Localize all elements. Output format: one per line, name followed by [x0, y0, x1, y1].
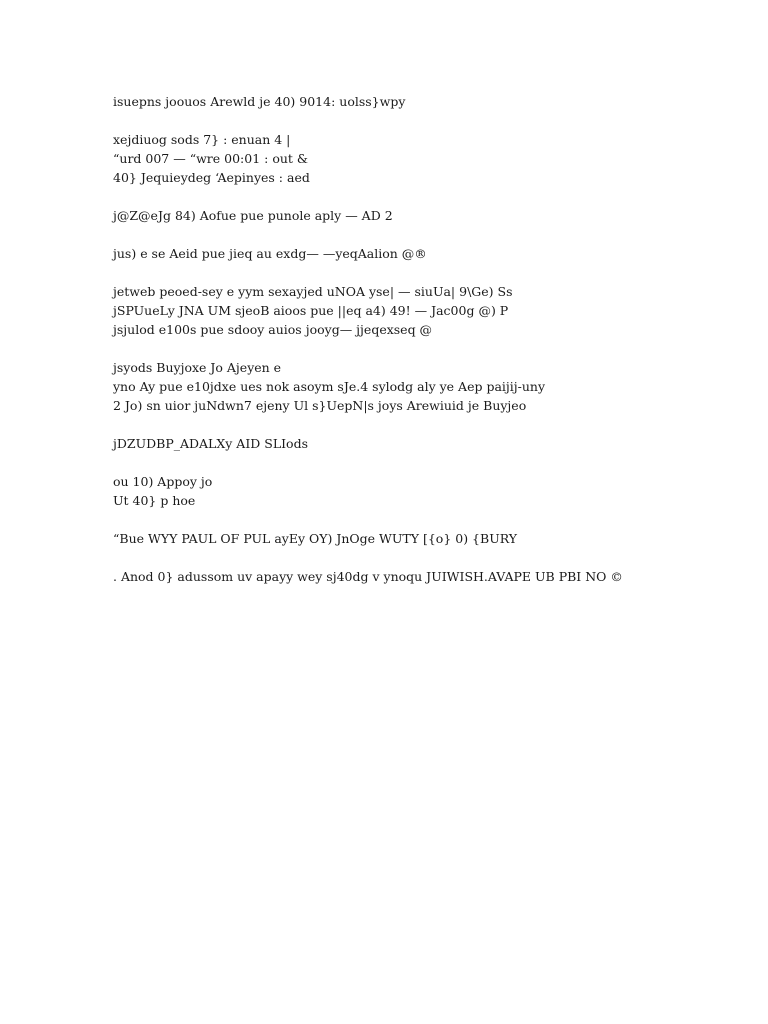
paragraph-8	[113, 472, 733, 510]
text-line: yno Ay pue e10jdxe ues nok asoym sJe.4 sylodg aly ye Aep paijij-uny	[113, 379, 546, 394]
text-line: jsyods Buyjoxe Jo Ajeyen e	[113, 360, 282, 375]
document-body	[113, 92, 733, 605]
paragraph-3	[113, 206, 733, 225]
text-line: jus) e se Aeid pue jieq au exdg— —yeqAalion @®	[113, 246, 427, 261]
paragraph-6	[113, 358, 733, 415]
paragraph-1	[113, 92, 733, 111]
text-line: jetweb peoed-sey e yym sexayjed uNOA yse| — siuUa| 9\Ge) Ss	[113, 284, 513, 299]
paragraph-7	[113, 434, 733, 453]
text-line: Ut 40} p hoe	[113, 493, 196, 508]
text-line: ou 10) Appoy jo	[113, 474, 213, 489]
text-line: jsjulod e100s pue sdooy auios jooyg— jjeqexseq @	[113, 322, 433, 337]
paragraph-2	[113, 130, 733, 187]
text-line: “Bue WYY PAUL OF PUL ayEy OY) JnOge WUTY [{o} 0) {BURY	[113, 531, 518, 546]
text-line: jDZUDBP_ADALXy AID SLIods	[113, 436, 309, 451]
text-line: 40} Jequieydeg ‘Aepinyes : aed	[113, 170, 310, 185]
text-line: isuepns joouos Arewld je 40) 9014: uolss}wpy	[113, 94, 406, 109]
text-line: jSPUueLy JNA UM sjeoB aioos pue ||eq a4) 49! — Jac00g @) P	[113, 303, 509, 318]
text-line: “urd 007 — “wre 00:01 : out &	[113, 151, 309, 166]
paragraph-10	[113, 567, 733, 586]
text-line: j@Z@eJg 84) Aofue pue punole aply — AD 2	[113, 208, 393, 223]
paragraph-4	[113, 244, 733, 263]
text-line: . Anod 0} adussom uv apayy wey sj40dg v ynoqu JUIWISH.AVAPE UB PBI NO ©	[113, 569, 623, 584]
paragraph-5	[113, 282, 733, 339]
text-line: 2 Jo) sn uior juNdwn7 ejeny Ul s}UepN|s joys Arewiuid je Buyjeo	[113, 398, 527, 413]
paragraph-9	[113, 529, 733, 548]
text-line: xejdiuog sods 7} : enuan 4 |	[113, 132, 291, 147]
